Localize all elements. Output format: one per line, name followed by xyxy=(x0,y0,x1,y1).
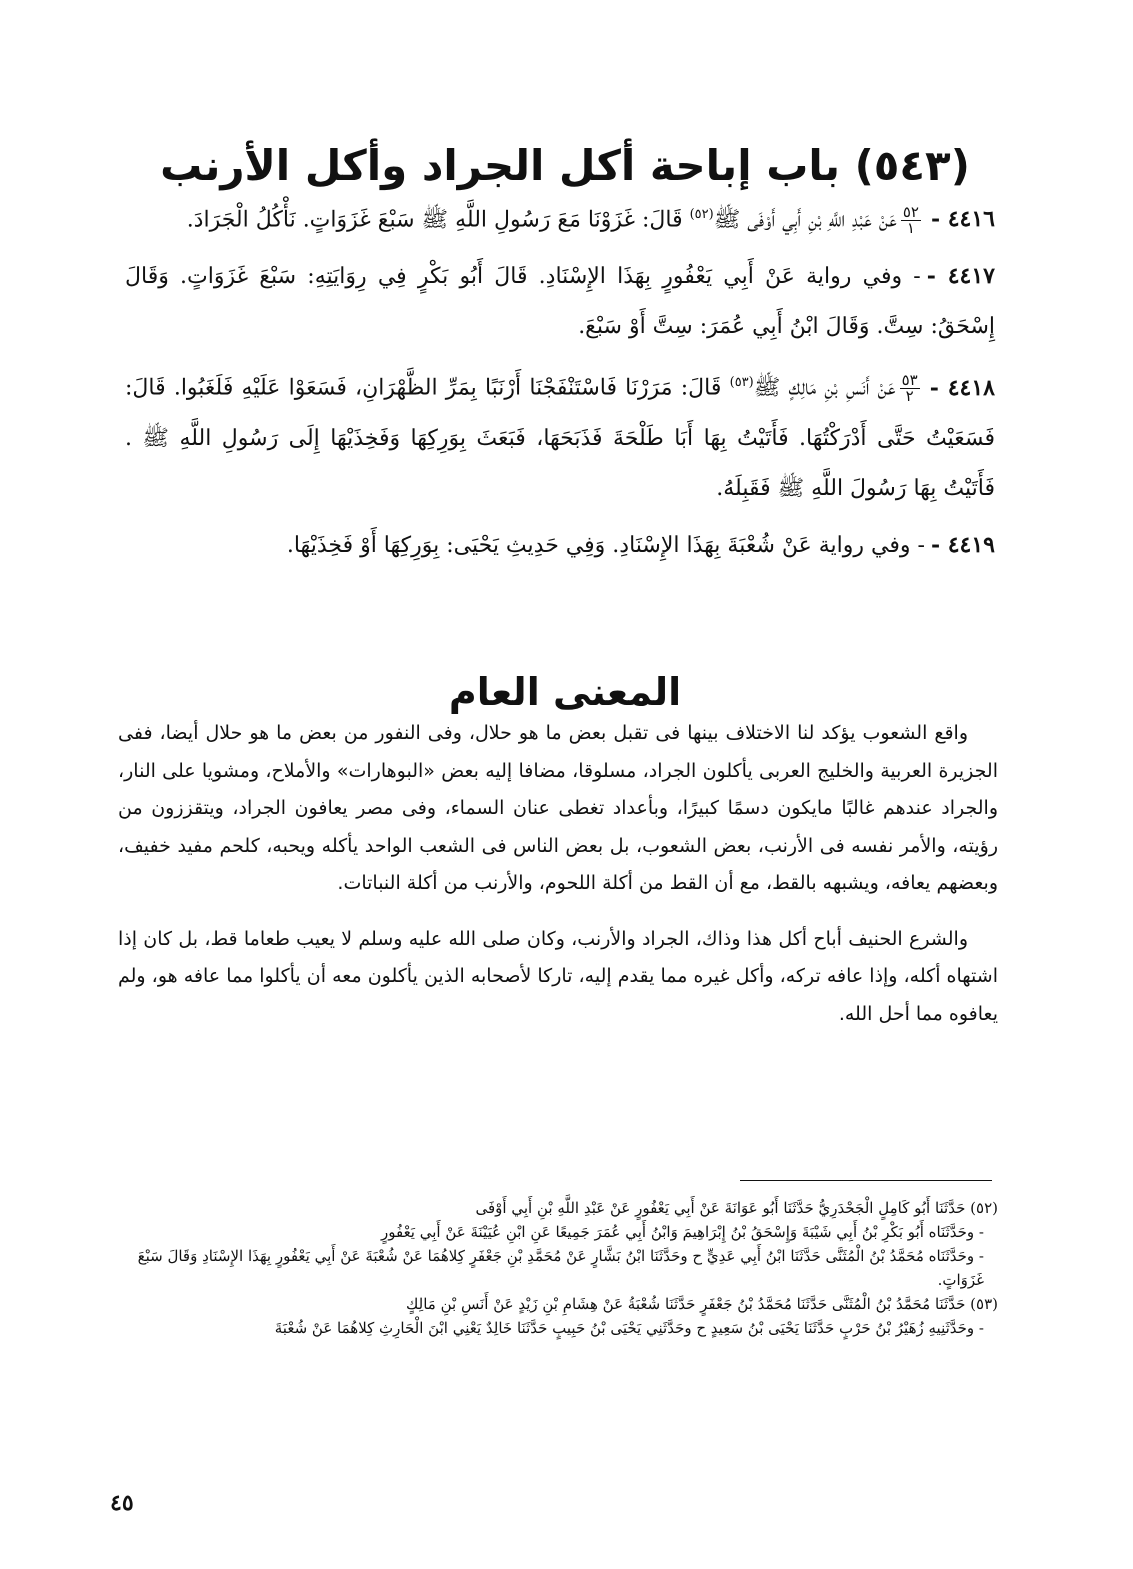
hadith-text: قَالَ: مَرَرْنَا فَاسْتَنْفَجْنَا أَرْنَبًا بِمَرِّ الظَّهْرَانِ، فَسَعَوْا عَلَيْهِ فَلَغَبُوا. قَالَ: فَسَعَيْتُ حَتَّى أَدْرَكْتُهَا. فَأَتَيْتُ بِهَا أَبَا طَلْحَةَ فَذَبَحَهَا، فَبَعَثَ بِوَرِكِهَا وَفَخِذَيْهَا إِلَى رَسُولِ اللَّهِ ﷺ . فَأَتَيْتُ بِهَا رَسُولَ اللَّهِ ﷺ فَقَبِلَهُ. xyxy=(125,375,995,501)
footnote-line: - وحَدَّثَنَاه مُحَمَّدُ بْنُ الْمُثَنَّى حَدَّثَنَا ابْنُ أَبِي عَدِيٍّ ح وحَدَّثَنَا ابْنُ بَشَّارٍ عَنْ مُحَمَّدِ بْنِ جَعْفَرٍ كِلاهُمَا عَنْ شُعْبَةَ عَنْ أَبِي يَعْفُورٍ بِهَذَا الإِسْنَادِ وَقَالَ سَبْعَ غَزَوَاتٍ. xyxy=(137,1247,984,1289)
hadith-4419 xyxy=(125,520,995,571)
section-heading: المعنى العام xyxy=(448,669,682,714)
paragraph: واقع الشعوب يؤكد لنا الاختلاف بينها فى تقبل بعض ما هو حلال، وفى النفور من بعض ما هو حلال أيضا، ففى الجزيرة العربية والخليج العربى يأكلون الجراد، مسلوقا، مضافا إليه بعض «البوهارات» والأملاح، ومشويا على النار، والجراد عندهم غالبًا مايكون دسمًا كبيرًا، وبأعداد تغطى عنان السماء، وفى مصر يعافون الجراد، ويتقززون من رؤيته، والأمر نفسه فى الأرنب، بعض الشعوب، بل بعض الناس فى الشعب الواحد يأكله ويحبه، كلحم مفيد خفيف، وبعضهم يعافه، ويشبهه بالقط، مع أن القط من أكلة اللحوم، والأرنب من أكلة النباتات. xyxy=(118,722,998,894)
hadith-number: ٤٤١٦ - xyxy=(930,206,995,233)
hadith-4418 xyxy=(125,358,995,513)
chapter-title: (٥٤٣) باب إباحة أكل الجراد وأكل الأرنب xyxy=(160,141,970,191)
hadith-fraction: $\frac{٥٣}{٢}$ xyxy=(901,371,918,406)
paragraph: والشرع الحنيف أباح أكل هذا وذاك، الجراد والأرنب، وكان صلى الله عليه وسلم لا يعيب طعاما قط، بل كان إذا اشتهاه أكله، وإذا عافه تركه، وأكل غيره مما يقدم إليه، تاركا لأصحابه الذين يأكلون معه أن يأكلوا مما عافه هو، ولم يعافوه مما أحل الله. xyxy=(118,927,998,1025)
footnote-52: (٥٢) حَدَّثَنَا أَبُو كَامِلٍ الْجَحْدَرِيُّ حَدَّثَنَا أَبُو عَوَانَةَ عَنْ أَبِي يَعْفُورٍ عَنْ عَبْدِ اللَّهِ بْنِ أَبِي أَوْفَى xyxy=(475,1199,998,1217)
hadith-number: ٤٤١٩ - xyxy=(930,531,995,558)
footnote-ref: (٥٣) xyxy=(729,375,754,391)
hadith-4416 xyxy=(125,190,995,245)
footnotes xyxy=(118,1196,998,1340)
footnote-divider xyxy=(740,1180,992,1181)
hadith-number: ٤٤١٧ - xyxy=(926,263,995,290)
hadith-text: - وفي رواية عَنْ أَبِي يَعْفُورٍ بِهَذَا الإِسْنَادِ. قَالَ أَبُو بَكْرٍ فِي رِوَايَتِهِ: سَبْعَ غَزَوَاتٍ. وَقَالَ إِسْحَقُ: سِتَّ. وَقَالَ ابْنُ أَبِي عُمَرَ: سِتَّ أَوْ سَبْعَ. xyxy=(125,264,995,340)
hadith-number: ٤٤١٨ - xyxy=(929,374,995,401)
footnote-53: (٥٣) حَدَّثَنَا مُحَمَّدُ بْنُ الْمُثَنَّى حَدَّثَنَا مُحَمَّدُ بْنُ جَعْفَرٍ حَدَّثَنَا شُعْبَةُ عَنْ هِشَامِ بْنِ زَيْدٍ عَنْ أَنَسِ بْنِ مَالِكٍ xyxy=(406,1295,998,1313)
footnote-ref: (٥٢) xyxy=(689,207,714,222)
general-meaning-text xyxy=(118,715,998,1051)
hadith-list xyxy=(125,190,995,577)
footnote-line: - وحَدَّثَنَاه أَبُو بَكْرِ بْنُ أَبِي شَيْبَةَ وَإِسْحَقُ بْنُ إِبْرَاهِيمَ وَابْنُ أَبِي عُمَرَ جَمِيعًا عَنِ ابْنِ عُيَيْنَةَ عَنْ أَبِي يَعْفُورٍ xyxy=(380,1223,984,1241)
footnote-line: - وحَدَّثَنِيهِ زُهَيْرُ بْنُ حَرْبٍ حَدَّثَنَا يَحْيَى بْنُ سَعِيدٍ ح وحَدَّثَنِي يَحْيَى بْنُ حَبِيبٍ حَدَّثَنَا خَالِدٌ يَعْنِي ابْنَ الْحَارِثِ كِلاهُمَا عَنْ شُعْبَةَ xyxy=(274,1319,984,1337)
hadith-text: عَنْ عَبْدِ اللَّهِ بْنِ أَبِي أَوْفَى ﷺ xyxy=(713,207,897,233)
hadith-text: قَالَ: غَزَوْنَا مَعَ رَسُولِ اللَّهِ ﷺ سَبْعَ غَزَوَاتٍ. نَأْكُلُ الْجَرَادَ. xyxy=(186,207,683,233)
hadith-4417 xyxy=(125,251,995,352)
hadith-text: - وفي رواية عَنْ شُعْبَةَ بِهَذَا الإِسْنَادِ. وَفِي حَدِيثِ يَحْيَى: بِوَرِكِهَا أَوْ فَخِذَيْهَا. xyxy=(286,532,925,558)
hadith-fraction: $\frac{٥٢}{١}$ xyxy=(902,202,919,237)
page-number: ٤٥ xyxy=(110,1490,134,1516)
hadith-text: عَنْ أَنَسِ بْنِ مَالِكٍ ﷺ xyxy=(753,375,896,401)
